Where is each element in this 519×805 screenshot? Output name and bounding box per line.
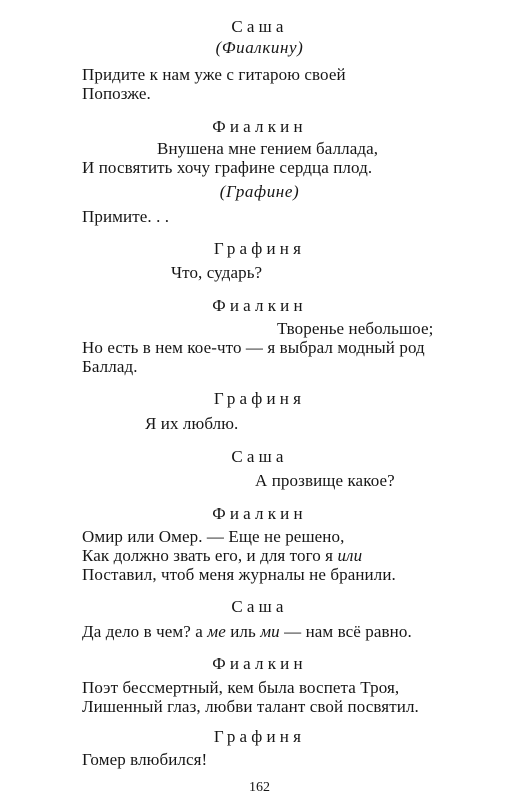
page-number: 162	[249, 780, 270, 795]
verse-line	[82, 623, 412, 640]
verse-line: Поставил, чтоб меня журналы не бранили.	[82, 565, 396, 584]
stage-direction: (Графине)	[219, 182, 300, 201]
verse-emphasis: ми	[260, 622, 280, 641]
verse-line: А прозвище какое?	[255, 471, 395, 490]
speaker-fialkin: Фиалкин	[212, 117, 307, 136]
verse-line: И посвятить хочу графине сердца плод.	[82, 158, 373, 177]
verse-line: Примите. . .	[82, 207, 170, 226]
speaker-sasha: Саша	[231, 447, 288, 466]
verse-line: Я их люблю.	[145, 414, 239, 433]
stage-direction: (Фиалкину)	[215, 38, 304, 57]
verse-line	[82, 547, 362, 564]
verse-line: Поэт бессмертный, кем была воспета Троя,	[82, 678, 400, 697]
verse-text: — нам всё равно.	[279, 622, 412, 641]
speaker-fialkin: Фиалкин	[212, 504, 307, 523]
verse-line: Лишенный глаз, любви талант свой посвятил.	[82, 697, 419, 716]
speaker-fialkin: Фиалкин	[212, 296, 307, 315]
verse-line: Попозже.	[82, 84, 151, 103]
verse-line: Баллад.	[82, 357, 138, 376]
verse-line: Омир или Омер. — Еще не решено,	[82, 527, 345, 546]
verse-line: Внушена мне гением баллада,	[157, 139, 379, 158]
speaker-sasha: Саша	[231, 597, 288, 616]
verse-line: Творенье небольшое;	[277, 319, 434, 338]
speaker-countess: Графиня	[213, 389, 306, 408]
verse-text: иль	[225, 622, 261, 641]
verse-line: Придите к нам уже с гитарою своей	[82, 65, 346, 84]
speaker-fialkin: Фиалкин	[212, 654, 307, 673]
speaker-countess: Графиня	[213, 727, 306, 746]
verse-emphasis: ме	[207, 622, 226, 641]
verse-text: Как должно звать его, и для того я	[82, 546, 338, 565]
verse-line: Что, сударь?	[171, 263, 263, 282]
verse-emphasis: или	[337, 546, 363, 565]
speaker-countess: Графиня	[213, 239, 306, 258]
speaker-sasha: Саша	[231, 17, 288, 36]
verse-text: Да дело в чем? а	[82, 622, 208, 641]
verse-line: Но есть в нем кое-что — я выбрал модный род	[82, 338, 425, 357]
verse-line: Гомер влюбился!	[82, 750, 208, 769]
